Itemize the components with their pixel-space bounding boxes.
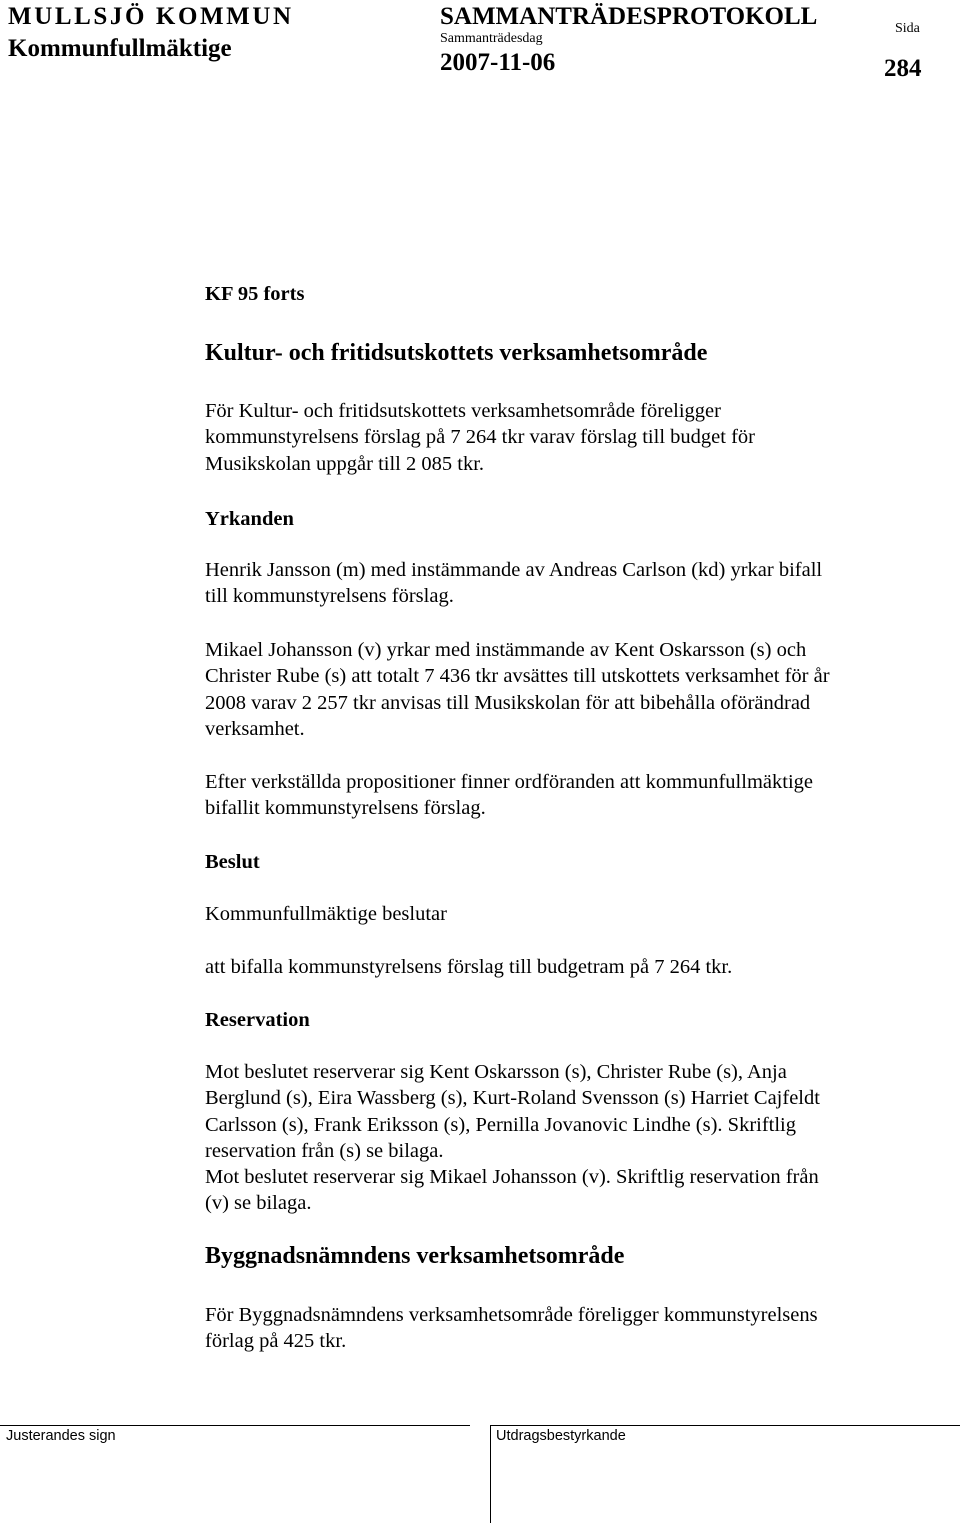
paragraph-line: reservation från (s) se bilaga. bbox=[205, 1139, 444, 1162]
paragraph-line: Berglund (s), Eira Wassberg (s), Kurt-Roland Svensson (s) Harriet Cajfeldt bbox=[205, 1087, 820, 1110]
paragraph-line: kommunstyrelsens förslag på 7 264 tkr varav förslag till budget för bbox=[205, 426, 755, 449]
paragraph-line: Mot beslutet reserverar sig Mikael Johansson (v). Skriftlig reservation från bbox=[205, 1166, 819, 1189]
paragraph-line: bifallit kommunstyrelsens förslag. bbox=[205, 797, 486, 820]
document-type: SAMMANTRÄDESPROTOKOLL bbox=[440, 3, 818, 30]
page-label: Sida bbox=[895, 21, 920, 36]
paragraph-line: Musikskolan uppgår till 2 085 tkr. bbox=[205, 452, 485, 475]
justerandes-sign-label: Justerandes sign bbox=[6, 1428, 116, 1444]
paragraph-reservation bbox=[205, 1059, 925, 1217]
body-name: Kommunfullmäktige bbox=[8, 35, 232, 62]
reservation-heading: Reservation bbox=[205, 1009, 310, 1031]
section-heading-bygg: Byggnadsnämndens verksamhetsområde bbox=[205, 1243, 625, 1269]
yrkanden-heading: Yrkanden bbox=[205, 508, 294, 530]
paragraph-line: 2008 varav 2 257 tkr anvisas till Musikskolan för att bibehålla oförändrad bbox=[205, 691, 811, 714]
beslut-heading: Beslut bbox=[205, 851, 260, 873]
section-reference: KF 95 forts bbox=[205, 283, 305, 305]
paragraph-line: (v) se bilaga. bbox=[205, 1192, 312, 1215]
paragraph-line: Efter verkställda propositioner finner ordföranden att kommunfullmäktige bbox=[205, 771, 813, 793]
paragraph-line: Mikael Johansson (v) yrkar med instämmande av Kent Oskarsson (s) och bbox=[205, 639, 807, 661]
paragraph-bygg-proposal bbox=[205, 1302, 925, 1355]
paragraph-line: Mot beslutet reserverar sig Kent Oskarsson (s), Christer Rube (s), Anja bbox=[205, 1061, 787, 1083]
page-number: 284 bbox=[884, 55, 922, 82]
paragraph-line: Henrik Jansson (m) med instämmande av Andreas Carlson (kd) yrkar bifall bbox=[205, 559, 823, 581]
paragraph-line: För Byggnadsnämndens verksamhetsområde föreligger kommunstyrelsens bbox=[205, 1304, 818, 1326]
paragraph-propositions bbox=[205, 769, 925, 822]
paragraph-line: Carlsson (s), Frank Eriksson (s), Pernilla Jovanovic Lindhe (s). Skriftlig bbox=[205, 1113, 797, 1136]
meeting-date-label: Sammanträdesdag bbox=[440, 31, 543, 46]
municipality-name: MULLSJÖ KOMMUN bbox=[8, 3, 294, 30]
paragraph-jansson-motion bbox=[205, 557, 925, 610]
paragraph-line: förlag på 425 tkr. bbox=[205, 1330, 347, 1353]
utdragsbestyrkande-label: Utdragsbestyrkande bbox=[496, 1428, 626, 1444]
section-heading-kultur: Kultur- och fritidsutskottets verksamhetsområde bbox=[205, 340, 708, 366]
paragraph-kultur-proposal bbox=[205, 398, 925, 477]
meeting-date: 2007-11-06 bbox=[440, 49, 556, 76]
beslut-intro: Kommunfullmäktige beslutar bbox=[205, 903, 447, 925]
beslut-text: att bifalla kommunstyrelsens förslag till budgetram på 7 264 tkr. bbox=[205, 956, 733, 978]
paragraph-line: Christer Rube (s) att totalt 7 436 tkr avsättes till utskottets verksamhet för år bbox=[205, 665, 830, 688]
paragraph-line: verksamhet. bbox=[205, 717, 305, 740]
footer-divider-right bbox=[490, 1425, 960, 1426]
paragraph-line: För Kultur- och fritidsutskottets verksamhetsområde föreligger bbox=[205, 400, 721, 422]
paragraph-line: till kommunstyrelsens förslag. bbox=[205, 585, 454, 608]
footer-column-separator bbox=[490, 1425, 491, 1523]
paragraph-johansson-motion bbox=[205, 637, 925, 742]
footer-divider-left bbox=[0, 1425, 470, 1426]
